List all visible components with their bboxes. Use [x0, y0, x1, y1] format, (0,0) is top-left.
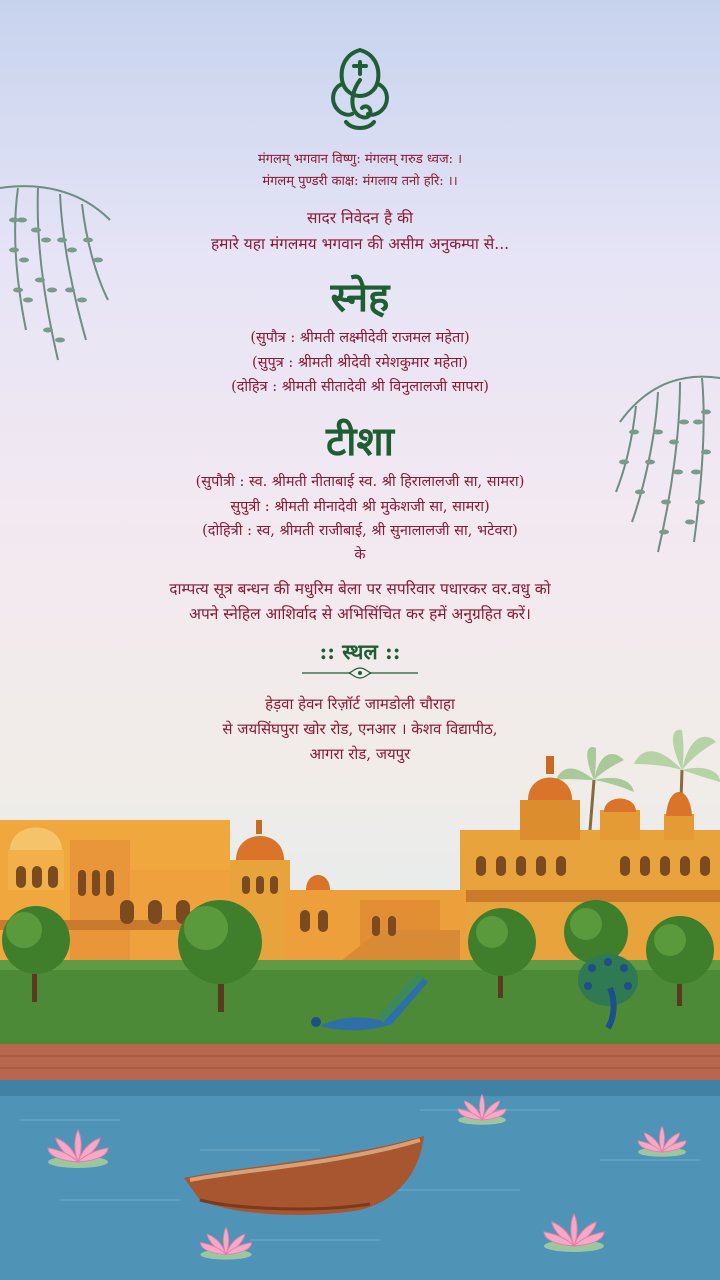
groom-name: स्नेह — [330, 275, 390, 321]
venue-line: से जयसिंघपुरा खोर रोड, एनआर । केशव विद्यापीठ, — [222, 720, 498, 738]
invitation-line-2: अपने स्नेहिल आशिर्वाद से अभिसिंचित कर हमें अनुग्रहित करें। — [189, 605, 531, 623]
intro-line-1: सादर निवेदन है की — [306, 209, 414, 227]
blessing-line-2: मंगलम् पुण्डरी काक्ष: मंगलाय तनो हरि: ।। — [262, 174, 458, 189]
venue-line: हेड़वा हेवन रिज़ॉर्ट जामडोली चौराहा — [265, 695, 455, 713]
ornament-divider — [300, 666, 420, 680]
invitation-line-1: दाम्पत्य सूत्र बन्धन की मधुरिम बेला पर सपरिवार पधारकर वर.वधु को — [169, 580, 551, 598]
groom-relation: (दोहित्र : श्रीमती सीतादेवी श्री विनुलालजी सापरा) — [231, 379, 489, 395]
bride-relation: (सुपौत्री : स्व. श्रीमती नीताबाई स्व. श्री हिरालालजी सा, सामरा) — [195, 474, 525, 490]
bride-relation: (दोहित्री : स्व, श्रीमती राजीबाई, श्री सुनालालजी सा, भटेवरा) — [202, 523, 518, 539]
bride-name: टीशा — [325, 419, 395, 465]
bride-relation: सुपुत्री : श्रीमती मीनादेवी श्री मुकेशजी सा, सामरा) — [230, 499, 490, 515]
palace-lake-scene — [0, 720, 720, 1280]
groom-relation: (सुपौत्र : श्रीमती लक्ष्मीदेवी राजमल महेता) — [250, 330, 470, 346]
connector-text: के — [354, 547, 366, 563]
venue-heading: :: स्थल :: — [319, 639, 401, 664]
venue-line: आगरा रोड, जयपुर — [309, 745, 411, 763]
intro-line-2: हमारे यहा मंगलमय भगवान की असीम अनुकम्पा से... — [210, 235, 510, 253]
palace-center — [230, 820, 466, 970]
blessing-line-1: मंगलम् भगवान विष्णु: मंगलम् गरुड ध्वज: । — [257, 152, 463, 167]
ganesha-icon — [324, 44, 396, 136]
groom-relation: (सुपुत्र : श्रीमती श्रीदेवी रमेशकुमार महेता) — [252, 355, 468, 371]
